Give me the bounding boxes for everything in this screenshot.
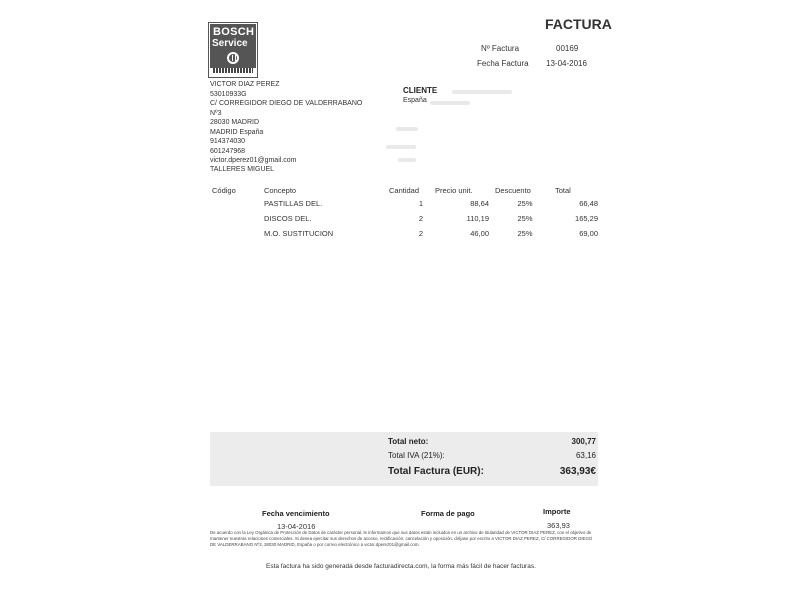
issuer-postal-city: 28030 MADRID <box>210 119 260 126</box>
items-table <box>212 184 598 241</box>
cell-total: 69,00 <box>579 229 598 238</box>
logo-strip <box>213 68 253 73</box>
cell-total: 66,48 <box>579 199 598 208</box>
logo-text-line1: BOSCH <box>213 26 255 38</box>
invoice-date: 13-04-2016 <box>546 59 587 68</box>
cell-discount: 25% <box>517 229 533 238</box>
generated-by-note: Esta factura ha sido generada desde facturadirecta.com, la forma más fácil de hacer facturas. <box>266 563 536 570</box>
issuer-email: victor.dperez01@gmail.com <box>210 157 297 164</box>
col-concept: Concepto <box>264 185 297 195</box>
invoice-date-label: Fecha Factura <box>477 59 529 68</box>
cell-total: 165,29 <box>575 214 598 223</box>
cell-discount: 25% <box>517 214 533 223</box>
total-net-label: Total neto: <box>388 437 429 446</box>
workshop-name: TALLERES MIGUEL <box>210 166 275 173</box>
cell-concept: DISCOS DEL. <box>264 214 312 223</box>
redacted-client-line <box>396 127 418 131</box>
col-code: Código <box>212 185 236 195</box>
issuer-street-number: Nº3 <box>210 109 222 117</box>
table-row <box>212 196 598 211</box>
cell-price: 88,64 <box>470 199 489 208</box>
cell-qty: 2 <box>418 229 423 238</box>
total-iva-label: Total IVA (21%): <box>388 451 445 460</box>
cell-qty: 2 <box>418 214 423 223</box>
cell-discount: 25% <box>517 199 533 208</box>
col-discount: Descuento <box>495 185 531 195</box>
col-qty: Cantidad <box>389 185 420 195</box>
cell-price: 46,00 <box>470 229 489 238</box>
due-date-value: 13-04-2016 <box>277 522 316 531</box>
cell-code <box>212 196 264 211</box>
bosch-armature-icon <box>227 52 239 64</box>
table-row <box>212 226 598 241</box>
issuer-mobile: 601247968 <box>210 147 246 155</box>
amount-value: 363,93 <box>547 521 570 530</box>
client-title: CLIENTE <box>403 86 438 95</box>
client-country: España <box>403 97 427 104</box>
items-header-row <box>212 184 598 196</box>
total-invoice-value: 363,93€ <box>559 466 596 477</box>
issuer-name: VICTOR DIAZ PEREZ <box>210 81 280 88</box>
redacted-client-line <box>430 101 470 105</box>
cell-code <box>212 211 264 226</box>
issuer-province-country: MADRID España <box>210 128 264 136</box>
cell-concept: PASTILLAS DEL. <box>264 199 323 208</box>
total-iva-value: 63,16 <box>575 451 596 460</box>
redacted-client-line <box>452 90 512 94</box>
issuer-street: C/ CORREGIDOR DIEGO DE VALDERRABANO <box>210 100 363 107</box>
cell-concept: M.O. SUSTITUCION <box>264 229 334 238</box>
total-invoice-label: Total Factura (EUR): <box>388 466 484 477</box>
cell-price: 110,19 <box>466 214 489 223</box>
cell-qty: 1 <box>418 199 423 208</box>
issuer-phone: 914374030 <box>210 138 246 145</box>
legal-notice: De acuerdo con la Ley Orgánica de Protección de Datos de carácter personal, le informamos que sus datos están incluidos en un archivo de titularidad de VICTOR DIAZ PEREZ, con el objetivo de mantener nuestras relaciones comerciales. Si desea ejercitar sus derechos de acceso, rectificación, cancelación y oposición, diríjase por escrito a VICTOR DIAZ PEREZ, C/ CORREGIDOR DIEGO DE VALDERRABANO Nº3, 28030 MADRID, España o por correo electrónico a victor.dperez01@gmail.com. <box>210 530 593 547</box>
issuer-block <box>210 80 362 166</box>
col-price: Precio unit. <box>435 185 473 195</box>
invoice-number-label: Nº Factura <box>481 44 520 53</box>
issuer-tax-id: 53010933G <box>210 90 247 98</box>
redacted-client-line <box>386 145 416 149</box>
cell-code <box>212 226 264 241</box>
amount-label: Importe <box>543 507 571 516</box>
bosch-service-logo <box>208 22 258 78</box>
total-net-value: 300,77 <box>571 437 596 446</box>
invoice-number: 00169 <box>556 44 579 53</box>
logo-text-line2: Service <box>212 38 248 49</box>
payment-method-label: Forma de pago <box>421 509 475 518</box>
invoice-title: FACTURA <box>545 16 612 32</box>
due-date-label: Fecha vencimiento <box>262 509 330 518</box>
table-row <box>212 211 598 226</box>
redacted-client-line <box>398 158 416 162</box>
col-total: Total <box>555 185 571 195</box>
